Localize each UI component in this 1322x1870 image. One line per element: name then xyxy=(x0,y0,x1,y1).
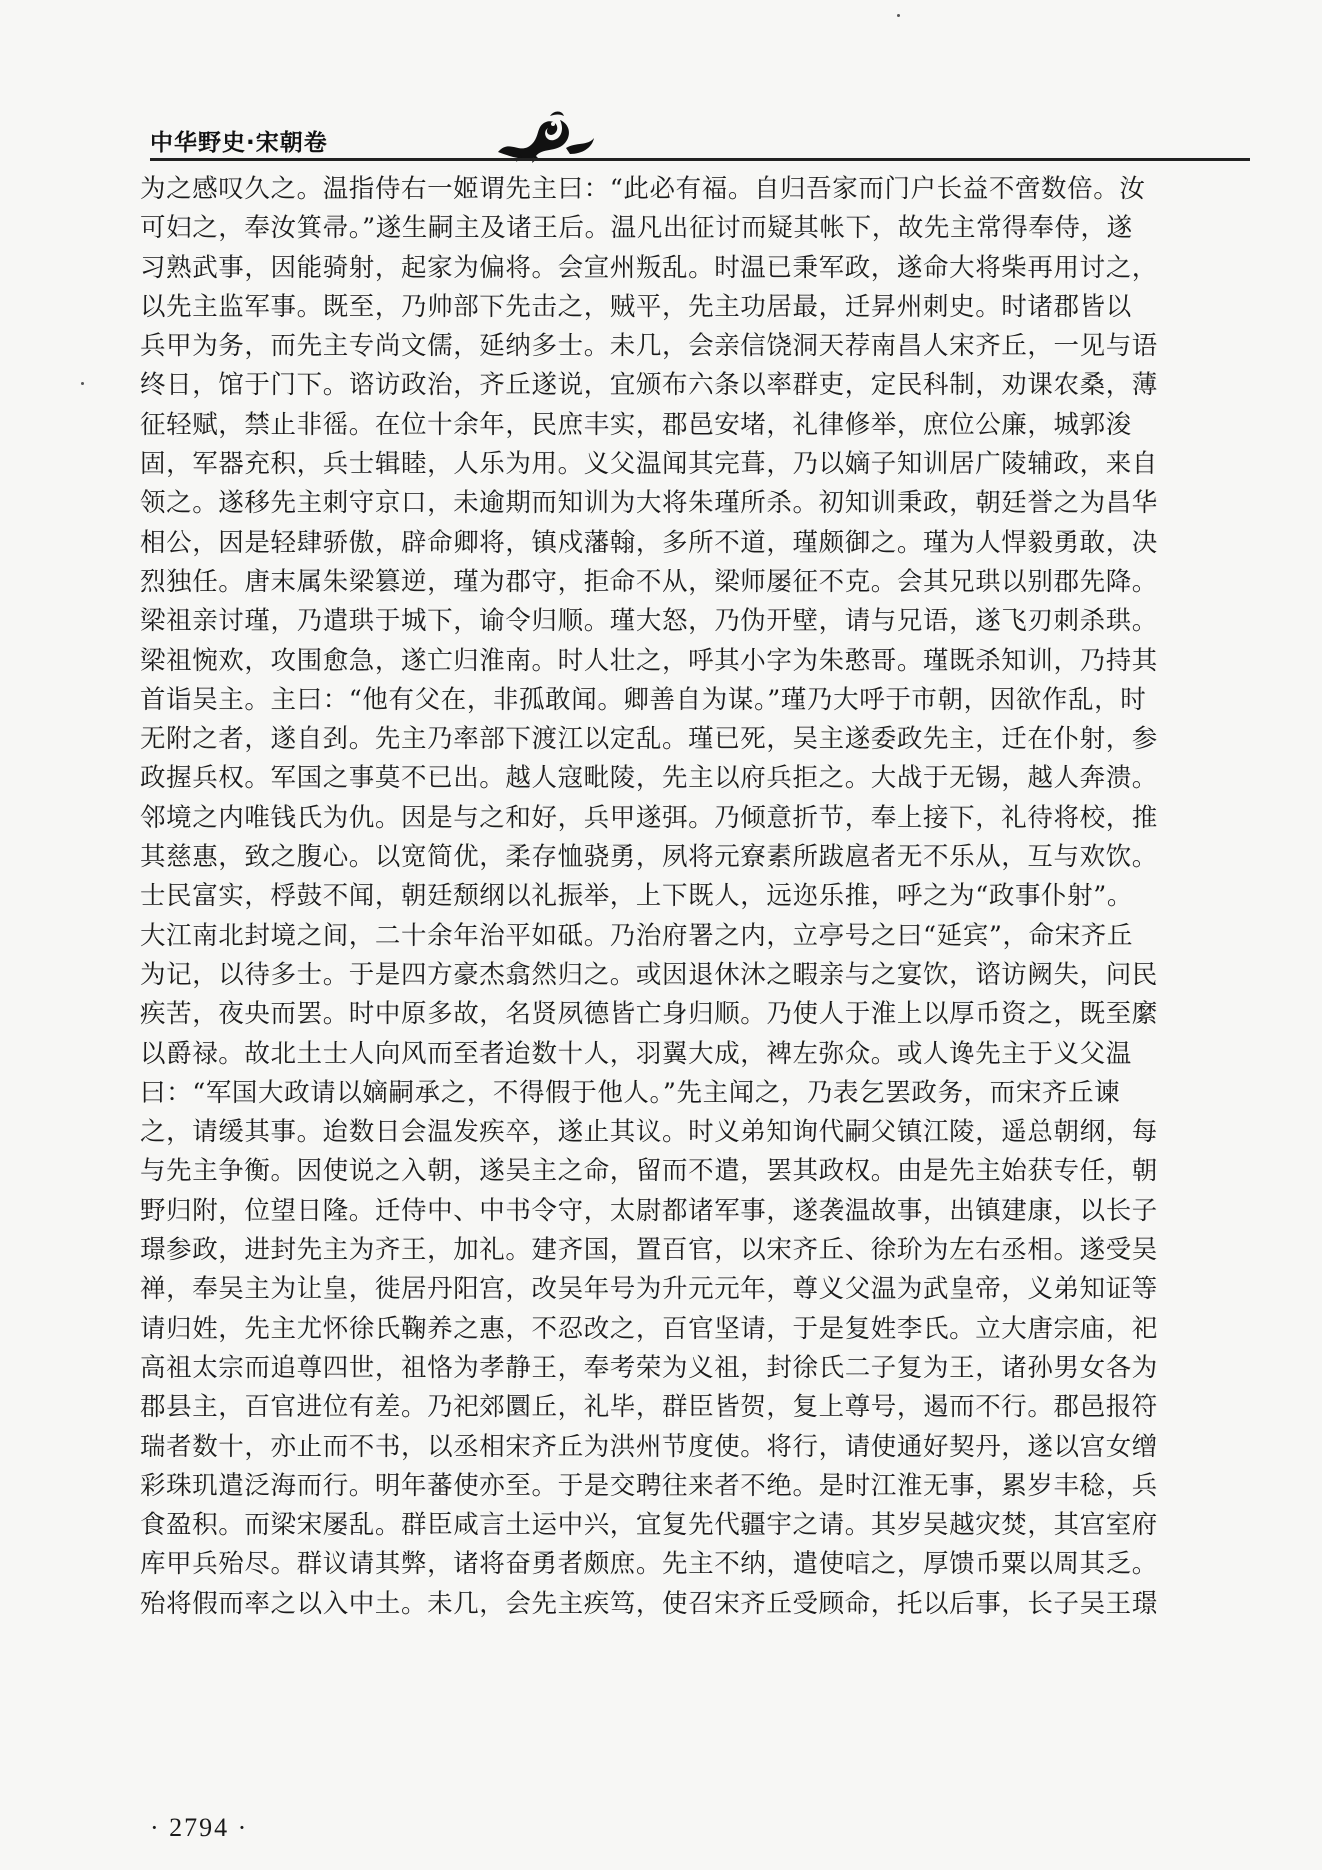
text-line: 领之。遂移先主刺守京口，未逾期而知训为大将朱瑾所杀。初知训秉政，朝廷誉之为昌华 xyxy=(140,488,1158,519)
scan-speck xyxy=(897,14,900,17)
header-rule xyxy=(150,158,1250,161)
text-line: 邻境之内唯钱氏为仇。因是与之和好，兵甲遂弭。乃倾意折节，奉上接下，礼待将校，推 xyxy=(140,802,1158,833)
text-line: 为记，以待多士。于是四方豪杰翕然归之。或因退休沐之暇亲与之宴饮，谘访阙失，问民 xyxy=(140,959,1158,990)
text-line: 士民富实，桴鼓不闻，朝廷颓纲以礼振举，上下既人，远迩乐推，呼之为“政事仆射”。 xyxy=(140,881,1133,912)
text-line: 疾苦，夜央而罢。时中原多故，名贤夙德皆亡身归顺。乃使人于淮上以厚币资之，既至縻 xyxy=(140,999,1158,1030)
text-line: 烈独任。唐末属朱梁篡逆，瑾为郡守，拒命不从，梁师屡征不克。会其兄珙以别郡先降。 xyxy=(140,566,1158,597)
text-line: 可妇之，奉汝箕帚。”遂生嗣主及诸王后。温凡出征讨而疑其帐下，故先主常得奉侍，遂 xyxy=(140,213,1133,244)
text-line: 之，请缓其事。迨数日会温发疾卒，遂止其议。时义弟知询代嗣父镇江陵，遥总朝纲，每 xyxy=(140,1117,1158,1148)
text-line: 曰：“军国大政请以嫡嗣承之，不得假于他人。”先主闻之，乃表乞罢政务，而宋齐丘谏 xyxy=(140,1077,1121,1108)
text-line: 相公，因是轻肆骄傲，辟命卿将，镇戍藩翰，多所不道，瑾颇御之。瑾为人悍毅勇敢，决 xyxy=(140,527,1158,558)
text-line: 彩珠玑遣泛海而行。明年蕃使亦至。于是交聘往来者不绝。是时江淮无事，累岁丰稔，兵 xyxy=(140,1470,1158,1501)
text-line: 其慈惠，致之腹心。以宽简优，柔存恤骁勇，夙将元寮素所跋扈者无不乐从，互与欢饮。 xyxy=(140,842,1158,873)
text-line: 食盈积。而梁宋屡乱。群臣咸言土运中兴，宜复先代疆宇之请。其岁吴越灾焚，其宫室府 xyxy=(140,1510,1158,1541)
text-line: 大江南北封境之间，二十余年治平如砥。乃治府署之内，立亭号之曰“延宾”，命宋齐丘 xyxy=(140,920,1133,951)
text-line: 无附之者，遂自刭。先主乃率部下渡江以定乱。瑾已死，吴主遂委政先主，迁在仆射，参 xyxy=(140,724,1158,755)
text-line: 首诣吴主。主曰：“他有父在，非孤敢闻。卿善自为谋。”瑾乃大呼于市朝，因欲作乱，时 xyxy=(140,684,1147,715)
text-line: 习熟武事，因能骑射，起家为偏将。会宣州叛乱。时温已秉军政，遂命大将柴再用讨之， xyxy=(140,252,1158,283)
body-text xyxy=(140,170,1230,1624)
text-line: 璟参政，进封先主为齐王，加礼。建齐国，置百官，以宋齐丘、徐玠为左右丞相。遂受吴 xyxy=(140,1235,1158,1266)
text-line: 为之感叹久之。温指侍右一姬谓先主曰：“此必有福。自归吾家而门户长益不啻数倍。汝 xyxy=(140,174,1146,204)
text-line: 殆将假而率之以入中土。未几，会先主疾笃，使召宋齐丘受顾命，托以后事，长子吴王璟 xyxy=(140,1588,1158,1619)
text-line: 禅，奉吴主为让皇，徙居丹阳宫，改吴年号为升元元年，尊义父温为武皇帝，义弟知证等 xyxy=(140,1274,1158,1305)
text-line: 征轻赋，禁止非徭。在位十余年，民庶丰实，郡邑安堵，礼律修举，庶位公廉，城郭浚 xyxy=(140,409,1132,440)
text-line: 以先主监军事。既至，乃帅部下先击之，贼平，先主功居最，迁昇州刺史。时诸郡皆以 xyxy=(140,291,1132,322)
text-line: 郡县主，百官进位有差。乃祀郊圜丘，礼毕，群臣皆贺，复上尊号，遏而不行。郡邑报符 xyxy=(140,1392,1158,1423)
text-line: 以爵禄。故北土士人向风而至者迨数十人，羽翼大成，裨左弥众。或人谗先主于义父温 xyxy=(140,1038,1132,1069)
book-title: 中华野史·宋朝卷 xyxy=(150,130,328,156)
text-line: 固，军器充积，兵士辑睦，人乐为用。义父温闻其完葺，乃以嫡子知训居广陵辅政，来自 xyxy=(140,449,1158,480)
scan-speck xyxy=(81,382,84,385)
text-line: 政握兵权。军国之事莫不已出。越人寇毗陵，先主以府兵拒之。大战于无锡，越人奔溃。 xyxy=(140,763,1158,794)
text-line: 野归附，位望日隆。迁侍中、中书令守，太尉都诸军事，遂袭温故事，出镇建康，以长子 xyxy=(140,1195,1158,1226)
text-line: 兵甲为务，而先主专尚文儒，延纳多士。未几，会亲信饶洞天荐南昌人宋齐丘，一见与语 xyxy=(140,331,1158,362)
running-header xyxy=(130,108,1250,160)
text-line: 库甲兵殆尽。群议请其弊，诸将奋勇者颇庶。先主不纳，遣使唁之，厚馈币粟以周其乏。 xyxy=(140,1549,1158,1580)
text-line: 请归姓，先主尤怀徐氏鞠养之惠，不忍改之，百官坚请，于是复姓李氏。立大唐宗庙，祀 xyxy=(140,1313,1158,1344)
text-line: 高祖太宗而追尊四世，祖恪为孝静王，奉考荣为义祖，封徐氏二子复为王，诸孙男女各为 xyxy=(140,1352,1158,1383)
page-number: · 2794 · xyxy=(150,1813,249,1842)
text-line: 梁祖亲讨瑾，乃遣珙于城下，谕令归顺。瑾大怒，乃伪开壁，请与兄语，遂飞刃刺杀珙。 xyxy=(140,606,1158,637)
text-line: 终日，馆于门下。谘访政治，齐丘遂说，宜颁布六条以率群吏，定民科制，劝课农桑，薄 xyxy=(140,370,1158,401)
text-line: 与先主争衡。因使说之入朝，遂吴主之命，留而不遣，罢其政权。由是先主始获专任，朝 xyxy=(140,1156,1158,1187)
text-line: 瑞者数十，亦止而不书，以丞相宋齐丘为洪州节度使。将行，请使通好契丹，遂以宫女缯 xyxy=(140,1431,1158,1462)
dragon-emblem-icon xyxy=(490,108,600,164)
text-line: 梁祖惋欢，攻围愈急，遂亡归淮南。时人壮之，呼其小字为朱憨哥。瑾既杀知训，乃持其 xyxy=(140,645,1158,676)
